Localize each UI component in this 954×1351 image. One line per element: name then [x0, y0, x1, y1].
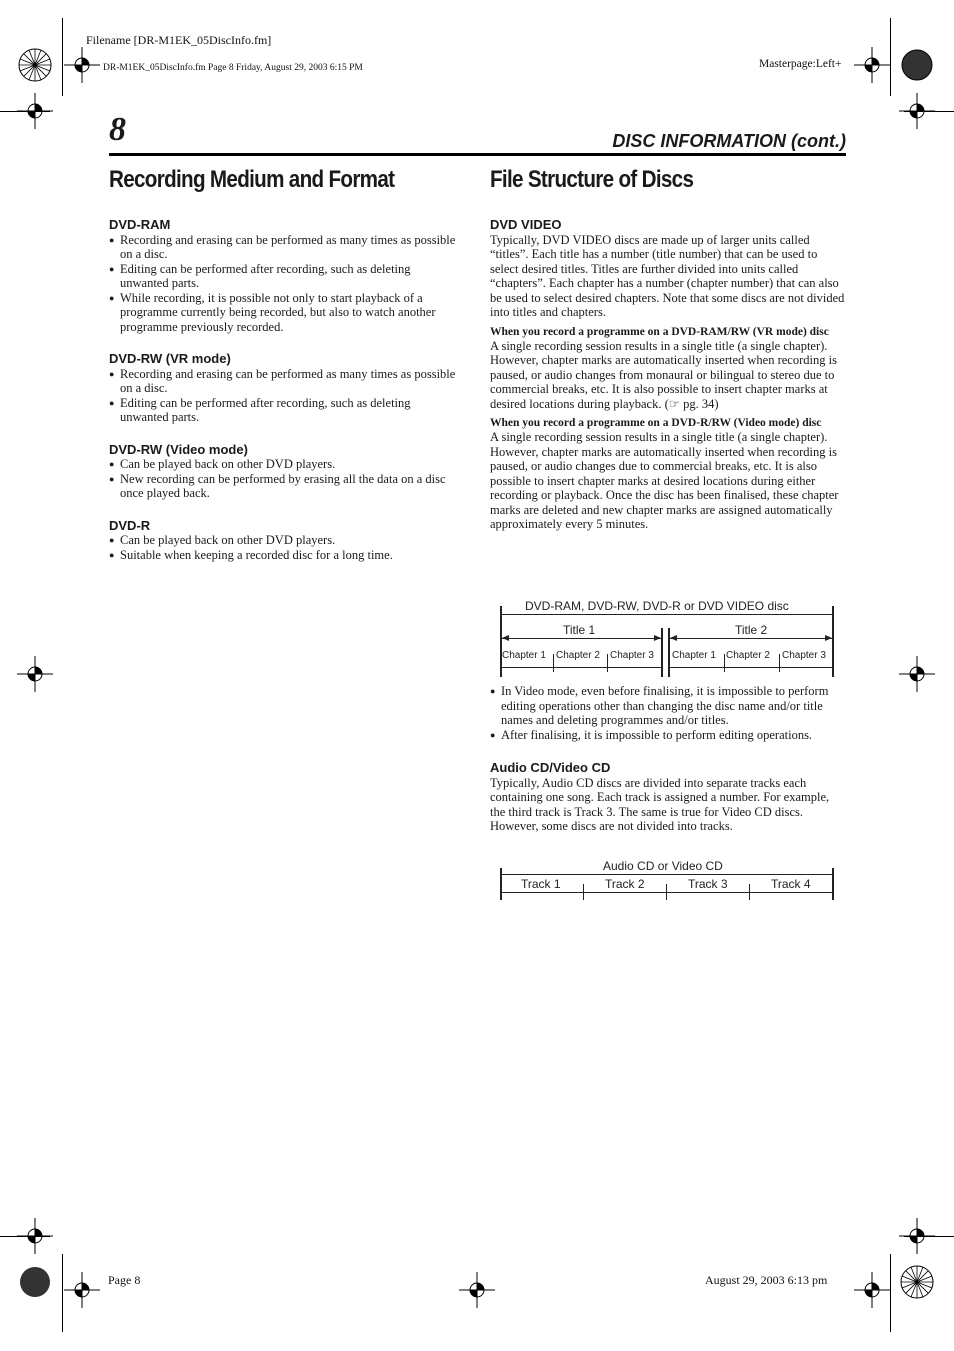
registration-mark-icon	[899, 1264, 935, 1300]
crop-line	[904, 111, 954, 112]
crop-line	[890, 1254, 891, 1332]
list-item: ● Can be played back on other DVD players.	[109, 457, 457, 472]
diagram-chapter-label: Chapter 1	[672, 650, 716, 661]
section-header: DISC INFORMATION (cont.)	[612, 131, 846, 151]
left-column	[109, 218, 457, 562]
list-item: ● Can be played back on other DVD players.	[109, 533, 457, 548]
page-number: 8	[109, 111, 126, 148]
list-item: ● Recording and erasing can be performed as many times as possible on a disc.	[109, 233, 457, 262]
diagram-disc-label: DVD-RAM, DVD-RW, DVD-R or DVD VIDEO disc	[522, 599, 792, 613]
subheading: When you record a programme on a DVD-RAM/RW (VR mode) disc	[490, 325, 829, 338]
list-item: ● Editing can be performed after recording, such as deleting unwanted parts.	[109, 262, 457, 291]
bullet-list	[109, 367, 457, 425]
crop-line	[62, 18, 63, 96]
crop-line	[0, 111, 50, 112]
crosshair-mark-icon	[899, 656, 935, 692]
file-info-line: DR-M1EK_05DiscInfo.fm Page 8 Friday, August 29, 2003 6:15 PM	[103, 63, 363, 73]
crosshair-mark-icon	[459, 1272, 495, 1308]
section-heading: Audio CD/Video CD	[490, 760, 611, 775]
section-heading: DVD-RAM	[109, 217, 171, 232]
subheading: When you record a programme on a DVD-R/RW (Video mode) disc	[490, 417, 822, 429]
crop-line	[62, 1254, 63, 1332]
filename-label: Filename [DR-M1EK_05DiscInfo.fm]	[86, 33, 272, 47]
registration-mark-icon	[17, 47, 53, 83]
right-title: File Structure of Discs	[490, 166, 694, 193]
footer-date-label: August 29, 2003 6:13 pm	[705, 1273, 828, 1287]
list-item: ● In Video mode, even before finalising, it is impossible to perform editing operations other than changing the disc name and/or title names and deleting programmes and/or titles.	[490, 684, 846, 728]
list-item: ● Suitable when keeping a recorded disc for a long time.	[109, 548, 457, 563]
dvd-structure-diagram	[500, 598, 836, 678]
crop-line	[904, 1236, 954, 1237]
registration-mark-icon	[17, 1264, 53, 1300]
paragraph: A single recording session results in a single title (a single chapter). However, chapter marks are automatically inserted when recording is paused, or audio changes due to commercial breaks, etc. It is also possible to insert chapter marks at desired locations during either recording or playback. Once the disc has been finalised, these chapter marks are deleted and new chapter marks are assigned automatically approximately every 5 minutes.	[490, 430, 839, 531]
diagram-title-label: Title 1	[560, 623, 598, 637]
crosshair-mark-icon	[17, 656, 53, 692]
paragraph: Typically, Audio CD discs are divided into separate tracks each containing one song. Each track is assigned a number. For example, the third track is Track 3. The same is true for Video CD discs.	[490, 775, 830, 819]
bullet-list	[109, 457, 457, 501]
paragraph: However, some discs are not divided into tracks.	[490, 819, 733, 833]
registration-mark-icon	[899, 47, 935, 83]
paragraph: A single recording session results in a single title (a single chapter). However, chapter marks are automatically inserted when recording is paused, or audio changes from monaural or bilingual to stereo due to commercial breaks, etc. It is also possible to insert chapter marks at desired locations during playback. (☞ pg. 34)	[490, 338, 837, 411]
diagram-track-label: Track 4	[768, 877, 814, 891]
diagram-disc-label: Audio CD or Video CD	[600, 859, 726, 873]
bullet-list	[109, 533, 457, 562]
header-rule	[109, 153, 846, 156]
list-item: ● New recording can be performed by erasing all the data on a disc once played back.	[109, 472, 457, 501]
section-heading: DVD-RW (Video mode)	[109, 441, 248, 457]
bullet-list	[490, 684, 846, 742]
list-item: ● Recording and erasing can be performed as many times as possible on a disc.	[109, 367, 457, 396]
list-item: ● After finalising, it is impossible to perform editing operations.	[490, 728, 846, 743]
crosshair-mark-icon	[854, 1272, 890, 1308]
diagram-chapter-label: Chapter 1	[502, 650, 546, 661]
right-column-bottom	[490, 684, 846, 834]
diagram-chapter-label: Chapter 2	[556, 650, 600, 661]
crosshair-mark-icon	[64, 1272, 100, 1308]
bullet-list	[109, 233, 457, 335]
section-heading: DVD VIDEO	[490, 217, 562, 232]
left-title: Recording Medium and Format	[109, 166, 395, 193]
right-column-top	[490, 218, 846, 532]
crop-line	[890, 18, 891, 96]
crop-line	[0, 1236, 50, 1237]
list-item: ● While recording, it is possible not only to start playback of a programme currently being recorded, but also to watch another programme previously recorded.	[109, 291, 457, 335]
diagram-track-label: Track 3	[685, 877, 731, 891]
diagram-chapter-label: Chapter 2	[726, 650, 770, 661]
paragraph: Typically, DVD VIDEO discs are made up of larger units called “titles”. Each title has a number (title number) that can be used to select desired titles. Titles are further divided into units called “chapters”. Each chapter has a number (chapter number) that can also be used to select desired chapters. Note that some discs are not divided into titles and chapters.	[490, 232, 845, 319]
masterpage-label: Masterpage:Left+	[759, 58, 842, 70]
diagram-chapter-label: Chapter 3	[610, 650, 654, 661]
footer-page-label: Page 8	[108, 1273, 141, 1287]
crosshair-mark-icon	[854, 47, 890, 83]
section-heading: DVD-RW (VR mode)	[109, 351, 231, 366]
crosshair-mark-icon	[64, 47, 100, 83]
diagram-track-label: Track 1	[518, 877, 564, 891]
diagram-chapter-label: Chapter 3	[782, 650, 826, 661]
diagram-title-label: Title 2	[732, 623, 770, 637]
list-item: ● Editing can be performed after recording, such as deleting unwanted parts.	[109, 396, 457, 425]
section-heading: DVD-R	[109, 517, 151, 533]
audio-cd-diagram	[500, 858, 836, 902]
diagram-track-label: Track 2	[602, 877, 648, 891]
